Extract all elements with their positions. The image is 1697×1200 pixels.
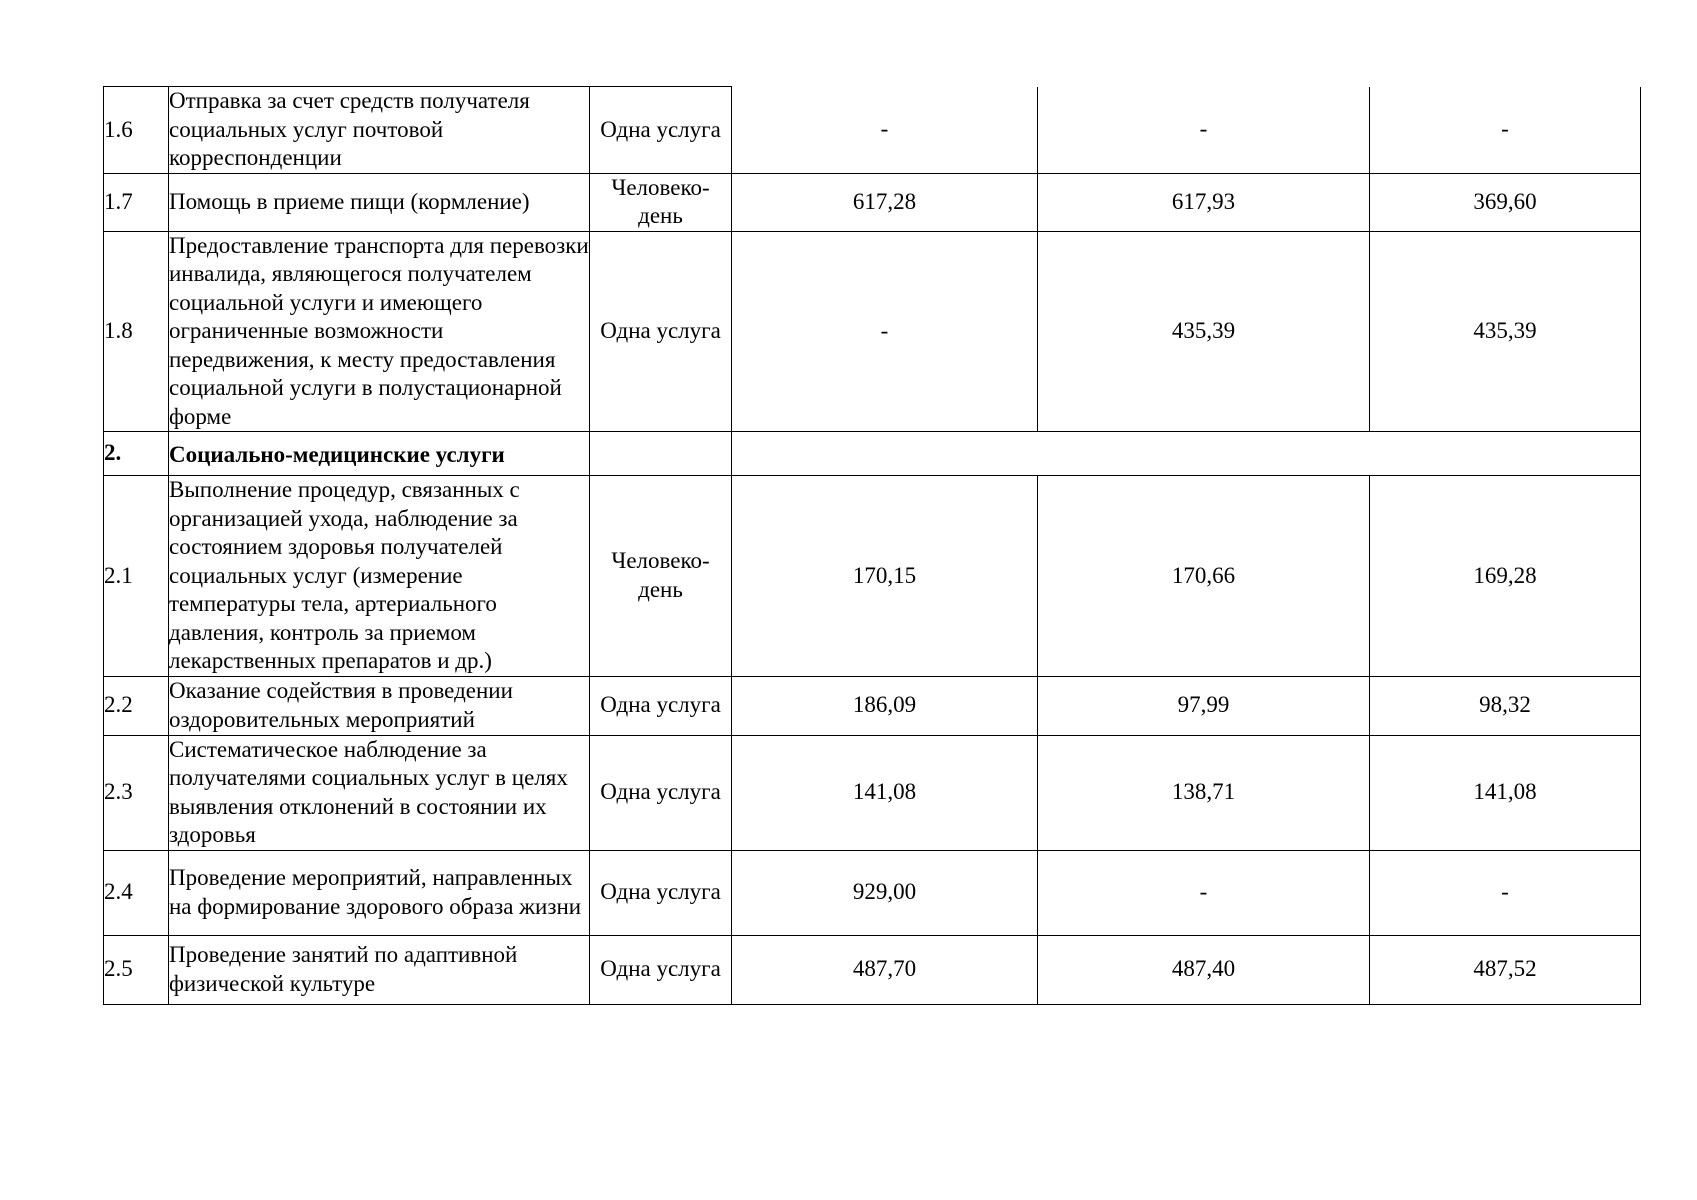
price-value-2: 97,99 [1038,676,1370,735]
price-value-3: 169,28 [1370,476,1641,677]
table-row [104,231,1641,432]
row-number: 2.2 [104,676,169,735]
service-name: Предоставление транспорта для перевозки инвалида, являющегося получателем социальной услуги и имеющего ограниченные возможности передвижения, к месту предоставления социальной услуги в полустационарной форме [169,231,590,432]
price-value-1: - [732,231,1038,432]
service-name: Проведение мероприятий, направленных на формирование здорового образа жизни [169,850,590,935]
service-name: Систематическое наблюдение за получателями социальных услуг в целях выявления отклонений в состоянии их здоровья [169,735,590,850]
row-number: 2.5 [104,935,169,1004]
services-table [103,86,1641,1005]
unit-of-measure: Человеко-день [590,476,732,677]
unit-of-measure: Одна услуга [590,231,732,432]
table-row [104,173,1641,231]
price-value-1: 929,00 [732,850,1038,935]
section-number: 2. [104,432,169,476]
price-value-2: - [1038,87,1370,174]
price-value-2: 435,39 [1038,231,1370,432]
row-number: 2.3 [104,735,169,850]
price-value-1: 487,70 [732,935,1038,1004]
price-value-1: 170,15 [732,476,1038,677]
price-value-2: 170,66 [1038,476,1370,677]
section-title: Социально-медицинские услуги [169,432,590,476]
section-row [104,432,1641,476]
table-row [104,735,1641,850]
price-value-1: 141,08 [732,735,1038,850]
unit-of-measure: Одна услуга [590,735,732,850]
price-value-2: 138,71 [1038,735,1370,850]
table-row [104,87,1641,174]
table-row [104,850,1641,935]
service-name: Выполнение процедур, связанных с организацией ухода, наблюдение за состоянием здоровья получателей социальных услуг (измерение температуры тела, артериального давления, контроль за приемом лекарственных препаратов и др.) [169,476,590,677]
unit-of-measure: Одна услуга [590,676,732,735]
row-number: 1.8 [104,231,169,432]
empty-cell [590,432,732,476]
price-value-2: 617,93 [1038,173,1370,231]
price-value-2: - [1038,850,1370,935]
price-value-3: 435,39 [1370,231,1641,432]
price-value-3: 369,60 [1370,173,1641,231]
unit-of-measure: Одна услуга [590,935,732,1004]
table-row [104,676,1641,735]
row-number: 1.7 [104,173,169,231]
price-value-1: 186,09 [732,676,1038,735]
service-name: Проведение занятий по адаптивной физической культуре [169,935,590,1004]
row-number: 2.4 [104,850,169,935]
price-value-3: 487,52 [1370,935,1641,1004]
table-row [104,935,1641,1004]
price-value-1: - [732,87,1038,174]
unit-of-measure: Одна услуга [590,850,732,935]
row-number: 1.6 [104,87,169,174]
price-value-1: 617,28 [732,173,1038,231]
table-row [104,476,1641,677]
unit-of-measure: Одна услуга [590,87,732,174]
unit-of-measure: Человеко-день [590,173,732,231]
service-name: Отправка за счет средств получателя социальных услуг почтовой корреспонденции [169,87,590,174]
price-value-3: - [1370,87,1641,174]
service-name: Помощь в приеме пищи (кормление) [169,173,590,231]
service-name: Оказание содействия в проведении оздоровительных мероприятий [169,676,590,735]
price-value-3: 141,08 [1370,735,1641,850]
price-value-3: - [1370,850,1641,935]
price-value-3: 98,32 [1370,676,1641,735]
price-value-2: 487,40 [1038,935,1370,1004]
row-number: 2.1 [104,476,169,677]
empty-cell [732,432,1641,476]
